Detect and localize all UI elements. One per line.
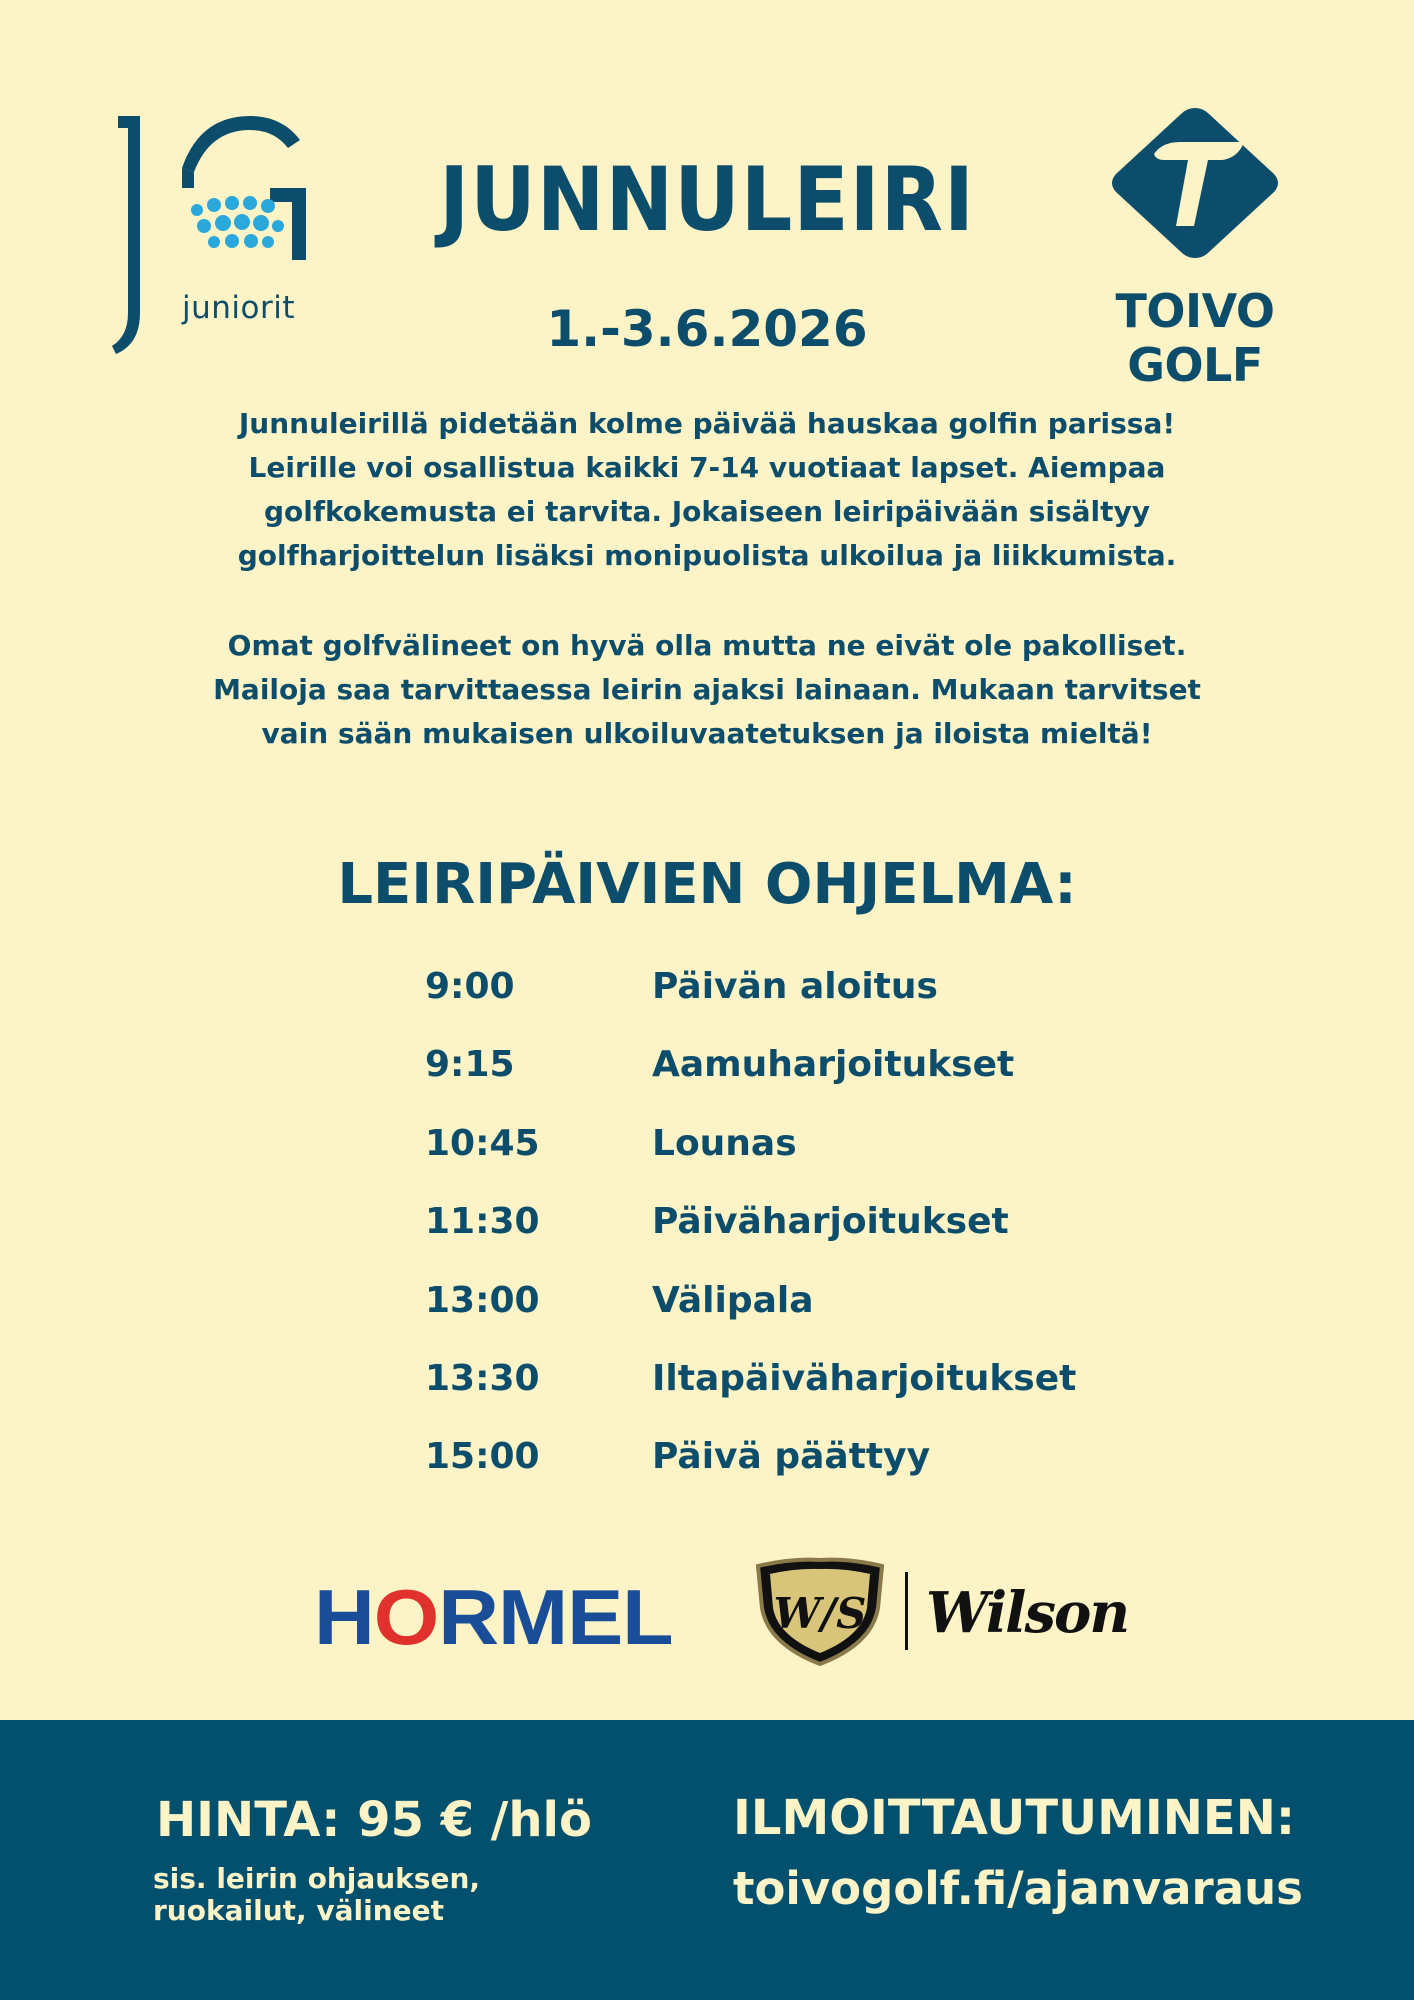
hormel-logo-o: O bbox=[373, 1573, 439, 1661]
price-note-line: ruokailut, välineet bbox=[153, 1894, 445, 1927]
schedule-time: 10:45 bbox=[425, 1122, 540, 1164]
schedule-activity: Päivän aloitus bbox=[652, 966, 938, 1007]
schedule-time: 13:30 bbox=[425, 1357, 540, 1399]
schedule-activity: Aamuharjoitukset bbox=[652, 1044, 1015, 1086]
intro-line: Junnuleirillä pidetään kolme päivää hauskaa golfin parissa! bbox=[238, 407, 1176, 440]
intro-line: golfharjoittelun lisäksi monipuolista ulkoilua ja liikkumista. bbox=[237, 539, 1177, 572]
hormel-logo bbox=[314, 1572, 673, 1663]
registration-link[interactable]: toivogolf.fi/ajanvaraus bbox=[733, 1862, 1303, 1915]
price-label: HINTA: 95 € /hlö bbox=[156, 1792, 592, 1848]
equipment-line: vain sään mukaisen ulkoiluvaatetuksen ja iloista mieltä! bbox=[261, 717, 1153, 750]
registration-label: ILMOITTAUTUMINEN: bbox=[733, 1790, 1296, 1846]
intro-line: golfkokemusta ei tarvita. Jokaiseen leiripäivään sisältyy bbox=[263, 495, 1151, 528]
hormel-logo-part: H bbox=[314, 1573, 374, 1661]
schedule-row bbox=[425, 1280, 1125, 1358]
schedule-row bbox=[425, 1201, 1125, 1279]
schedule-time: 9:15 bbox=[425, 1044, 515, 1086]
schedule-time: 15:00 bbox=[425, 1436, 540, 1478]
schedule-row bbox=[425, 966, 1125, 1044]
schedule-activity: Lounas bbox=[652, 1122, 797, 1164]
schedule-row bbox=[425, 1044, 1125, 1122]
schedule-row bbox=[425, 1123, 1125, 1201]
footer-band bbox=[0, 1720, 1414, 2000]
schedule-time: 11:30 bbox=[425, 1201, 540, 1243]
wilson-shield-icon bbox=[752, 1556, 888, 1668]
toivo-golf-logo bbox=[1040, 104, 1350, 392]
wilson-monogram: W/S bbox=[773, 1589, 867, 1638]
equipment-paragraph bbox=[150, 624, 1264, 756]
schedule-row bbox=[425, 1436, 1125, 1514]
schedule-activity: Välipala bbox=[652, 1279, 814, 1321]
schedule-time: 9:00 bbox=[425, 966, 515, 1007]
toivo-diamond-t-icon bbox=[1106, 104, 1284, 262]
schedule-activity: Iltapäiväharjoitukset bbox=[652, 1357, 1077, 1399]
intro-line: Leirille voi osallistua kaikki 7-14 vuotiaat lapset. Aiempaa bbox=[248, 451, 1166, 484]
schedule-activity: Päiväharjoitukset bbox=[652, 1201, 1009, 1243]
schedule-list bbox=[425, 966, 1125, 1515]
schedule-title: LEIRIPÄIVIEN OHJELMA: bbox=[337, 852, 1077, 917]
schedule-row bbox=[425, 1358, 1125, 1436]
schedule-time: 13:00 bbox=[425, 1279, 540, 1321]
wilson-divider bbox=[905, 1572, 908, 1650]
price-note bbox=[153, 1863, 573, 1927]
wilson-wordmark: Wilson bbox=[926, 1580, 1129, 1646]
toivo-logo-text: TOIVO GOLF bbox=[1115, 284, 1275, 392]
wilson-logo bbox=[752, 1550, 1152, 1670]
page-title: JUNNULEIRI bbox=[439, 148, 975, 251]
equipment-line: Mailoja saa tarvittaessa leirin ajaksi lainaan. Mukaan tarvitset bbox=[213, 673, 1201, 706]
jg-logo-text: juniorit bbox=[182, 290, 295, 326]
hormel-logo-part: RMEL bbox=[438, 1573, 673, 1661]
event-date: 1.-3.6.2026 bbox=[546, 300, 868, 358]
price-note-line: sis. leirin ohjauksen, bbox=[153, 1862, 481, 1895]
intro-paragraph bbox=[150, 402, 1264, 578]
schedule-activity: Päivä päättyy bbox=[652, 1436, 931, 1478]
equipment-line: Omat golfvälineet on hyvä olla mutta ne eivät ole pakolliset. bbox=[227, 629, 1187, 662]
